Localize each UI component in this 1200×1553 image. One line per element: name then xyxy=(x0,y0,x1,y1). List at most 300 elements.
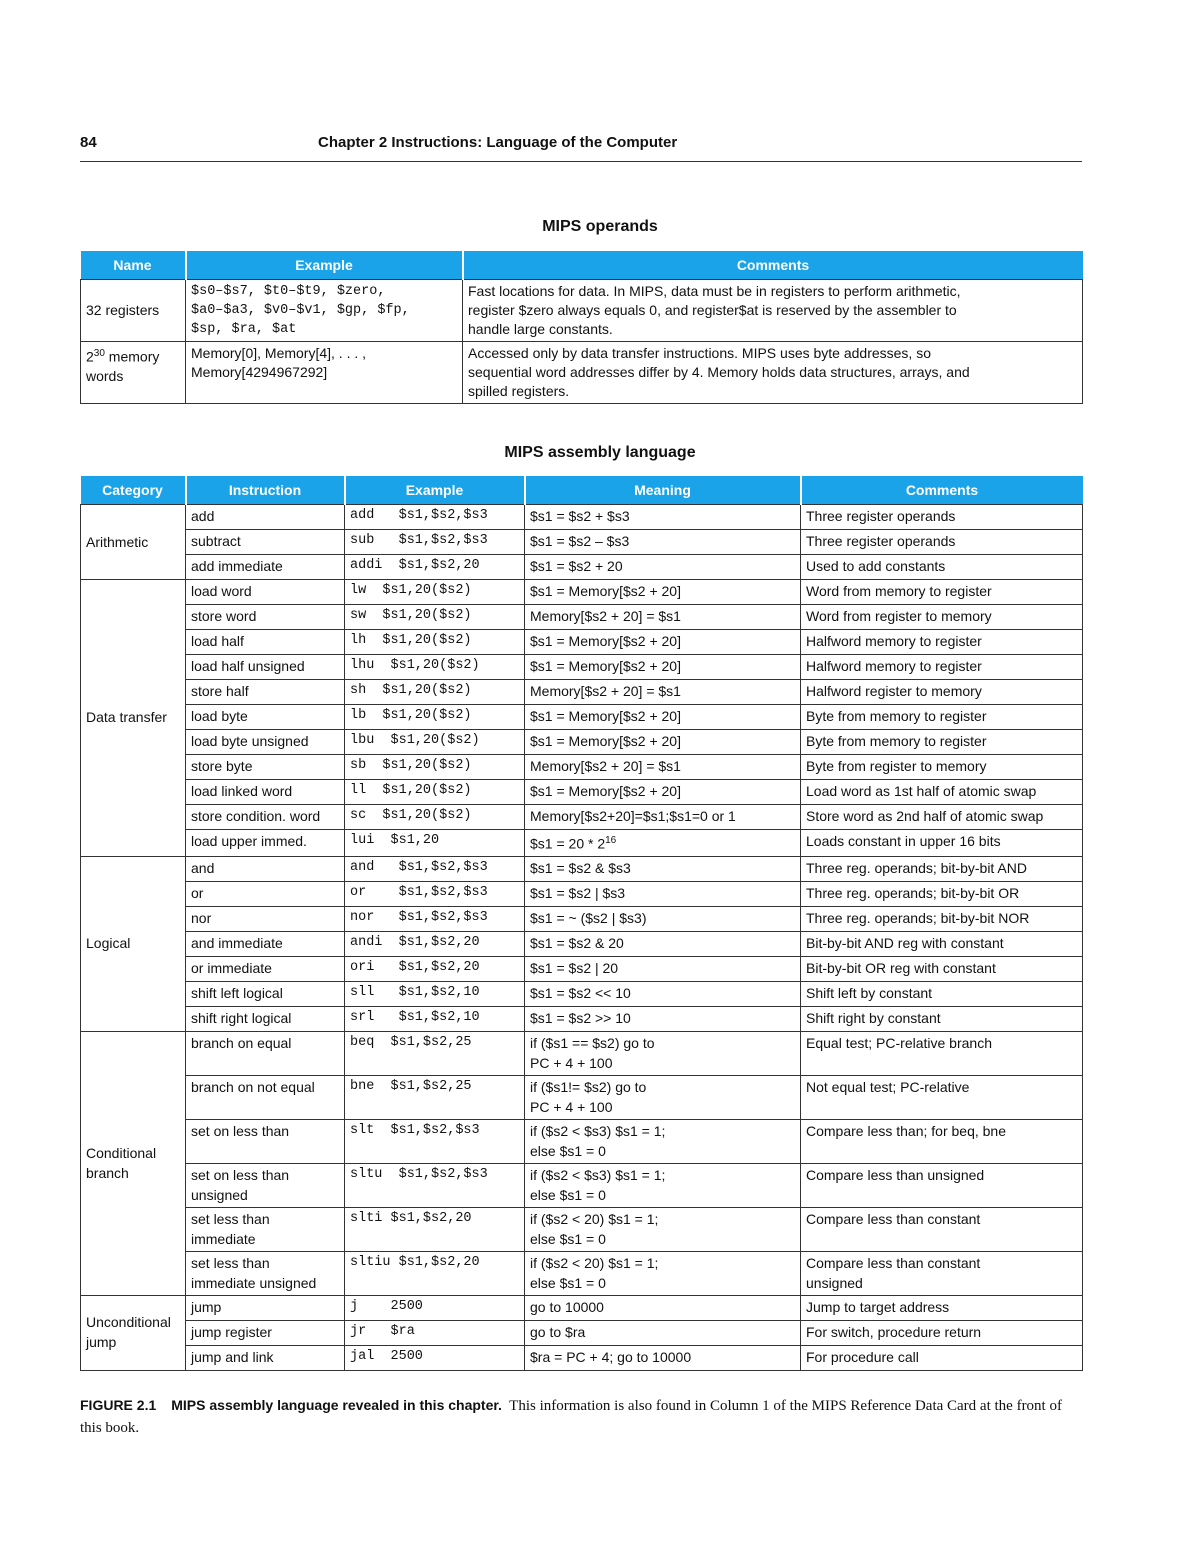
example-cell: slt $s1,$s2,$s3 xyxy=(345,1119,525,1163)
comment-cell xyxy=(801,1163,1083,1207)
instruction-row xyxy=(81,580,1083,605)
meaning-cell xyxy=(525,1075,801,1119)
example-cell: addi $s1,$s2,20 xyxy=(345,555,525,580)
meaning-cell xyxy=(525,505,801,530)
comment-cell xyxy=(801,1320,1083,1345)
instruction-cell xyxy=(186,705,345,730)
instruction-cell xyxy=(186,1119,345,1163)
instruction-text-line2: immediate xyxy=(191,1230,256,1247)
meaning-text: if ($s2 < 20) $s1 = 1; xyxy=(530,1254,659,1271)
instruction-text: load linked word xyxy=(191,783,293,799)
comment-text-line2: unsigned xyxy=(806,1274,863,1291)
meaning-text: $s1 = $s2 & 20 xyxy=(530,934,624,951)
comment-text: Halfword memory to register xyxy=(806,633,982,649)
comment-text: Byte from register to memory xyxy=(806,758,987,774)
chapter-title: Chapter 2 Instructions: Language of the Computer xyxy=(318,134,678,151)
comment-cell xyxy=(801,956,1083,981)
instruction-text: set less than xyxy=(191,1210,270,1227)
example-cell: andi $s1,$s2,20 xyxy=(345,931,525,956)
comment-cell xyxy=(801,1119,1083,1163)
comment-cell xyxy=(801,981,1083,1006)
comment-cell xyxy=(801,1251,1083,1295)
meaning-cell xyxy=(525,931,801,956)
caption-text: This information is also found in Column 1 of the MIPS Reference Data Card at the front of this book. xyxy=(80,1398,1062,1436)
instruction-text: store condition. word xyxy=(191,808,321,824)
meaning-text-line2: PC + 4 + 100 xyxy=(530,1098,613,1115)
meaning-text: $s1 = $s2 >> 10 xyxy=(530,1009,631,1026)
meaning-text: if ($s2 < 20) $s1 = 1; xyxy=(530,1210,659,1227)
comment-cell xyxy=(801,1006,1083,1031)
assembly-table-title: MIPS assembly language xyxy=(504,444,696,461)
instruction-cell xyxy=(186,1320,345,1345)
name-base: 2 xyxy=(86,348,94,365)
instruction-row xyxy=(81,555,1083,580)
meaning-cell xyxy=(525,981,801,1006)
operand-comments xyxy=(463,342,1083,404)
instruction-cell xyxy=(186,1163,345,1207)
instruction-cell xyxy=(186,931,345,956)
comment-cell xyxy=(801,906,1083,931)
comment-cell xyxy=(801,805,1083,830)
example-cell: sc $s1,20($s2) xyxy=(345,805,525,830)
meaning-cell xyxy=(525,580,801,605)
instruction-cell xyxy=(186,730,345,755)
comment-cell xyxy=(801,755,1083,780)
meaning-cell xyxy=(525,1320,801,1345)
instruction-row xyxy=(81,931,1083,956)
comment-text: Store word as 2nd half of atomic swap xyxy=(806,808,1044,824)
operands-row xyxy=(81,342,1083,404)
instruction-cell xyxy=(186,530,345,555)
caption-label: FIGURE 2.1 xyxy=(80,1397,157,1413)
comment-text: Not equal test; PC-relative xyxy=(806,1078,970,1095)
instruction-text: store half xyxy=(191,683,249,699)
meaning-text: go to 10000 xyxy=(530,1298,604,1315)
instruction-text: and xyxy=(191,859,215,876)
comment-cell xyxy=(801,780,1083,805)
meaning-text: $s1 = $s2 << 10 xyxy=(530,984,631,1001)
example-cell: lh $s1,20($s2) xyxy=(345,630,525,655)
meaning-exponent: 16 xyxy=(605,835,617,846)
example-cell: bne $s1,$s2,25 xyxy=(345,1075,525,1119)
instruction-text: store byte xyxy=(191,758,253,774)
instruction-text: set less than xyxy=(191,1254,270,1271)
instruction-text: or xyxy=(191,884,204,901)
instruction-row xyxy=(81,830,1083,857)
instruction-text: add xyxy=(191,508,215,524)
comment-text: Compare less than constant xyxy=(806,1210,981,1227)
instruction-text: load word xyxy=(191,583,252,599)
name-line2: words xyxy=(86,367,124,384)
example-cell: slti $s1,$s2,20 xyxy=(345,1207,525,1251)
assembly-col-category: Category xyxy=(81,476,186,505)
comment-text: Shift left by constant xyxy=(806,984,933,1001)
comment-cell xyxy=(801,1345,1083,1370)
meaning-base: $s1 = 20 * 2 xyxy=(530,835,606,852)
comment-text: For switch, procedure return xyxy=(806,1323,982,1340)
instruction-row xyxy=(81,956,1083,981)
meaning-text: Memory[$s2+20]=$s1;$s1=0 or 1 xyxy=(530,808,736,824)
comment-text: Three register operands xyxy=(806,533,956,549)
instruction-text-line2: unsigned xyxy=(191,1186,248,1203)
example-cell: sw $s1,20($s2) xyxy=(345,605,525,630)
example-cell: jr $ra xyxy=(345,1320,525,1345)
example-cell: beq $s1,$s2,25 xyxy=(345,1031,525,1075)
meaning-text: $s1 = Memory[$s2 + 20] xyxy=(530,633,681,649)
instruction-text: load byte unsigned xyxy=(191,733,309,749)
example-line: Memory[4294967292] xyxy=(191,364,328,380)
comment-cell xyxy=(801,630,1083,655)
category-cell: Logical xyxy=(81,856,186,1031)
running-head xyxy=(80,128,1082,162)
meaning-text: $s1 = $s2 | 20 xyxy=(530,959,619,976)
meaning-cell xyxy=(525,906,801,931)
operand-example xyxy=(186,342,463,404)
meaning-text: if ($s2 < $s3) $s1 = 1; xyxy=(530,1122,666,1139)
instruction-cell xyxy=(186,580,345,605)
instruction-cell xyxy=(186,1345,345,1370)
meaning-text: Memory[$s2 + 20] = $s1 xyxy=(530,683,681,699)
comment-text: Bit-by-bit OR reg with constant xyxy=(806,959,996,976)
comment-text: Halfword memory to register xyxy=(806,658,982,674)
instruction-cell xyxy=(186,830,345,857)
example-cell: lhu $s1,20($s2) xyxy=(345,655,525,680)
instruction-cell xyxy=(186,680,345,705)
example-cell: and $s1,$s2,$s3 xyxy=(345,856,525,881)
instruction-text: and immediate xyxy=(191,934,283,951)
operands-col-comments: Comments xyxy=(463,251,1083,280)
instruction-text: or immediate xyxy=(191,959,272,976)
instruction-text: jump register xyxy=(191,1323,272,1340)
instruction-row xyxy=(81,1119,1083,1163)
meaning-cell xyxy=(525,705,801,730)
operand-name: 32 registers xyxy=(81,280,186,342)
instruction-row xyxy=(81,1163,1083,1207)
instruction-cell xyxy=(186,1031,345,1075)
operands-col-example: Example xyxy=(186,251,463,280)
operands-header-row xyxy=(81,251,1083,280)
instruction-cell xyxy=(186,1075,345,1119)
instruction-text: branch on not equal xyxy=(191,1078,315,1095)
comment-cell xyxy=(801,931,1083,956)
meaning-text: $s1 = $s2 – $s3 xyxy=(530,533,630,549)
instruction-text: shift left logical xyxy=(191,984,283,1001)
instruction-cell xyxy=(186,655,345,680)
instruction-row xyxy=(81,680,1083,705)
instruction-text: load upper immed. xyxy=(191,833,307,849)
example-cell: sltiu $s1,$s2,20 xyxy=(345,1251,525,1295)
instruction-row xyxy=(81,856,1083,881)
instruction-cell xyxy=(186,605,345,630)
example-cell: lui $s1,20 xyxy=(345,830,525,857)
comment-text: Byte from memory to register xyxy=(806,708,987,724)
instruction-cell xyxy=(186,881,345,906)
instruction-cell xyxy=(186,805,345,830)
instruction-cell xyxy=(186,780,345,805)
meaning-cell xyxy=(525,1119,801,1163)
comment-line: Accessed only by data transfer instructions. MIPS uses byte addresses, so xyxy=(468,345,931,361)
comment-cell xyxy=(801,680,1083,705)
instruction-cell xyxy=(186,1207,345,1251)
instruction-text: branch on equal xyxy=(191,1034,292,1051)
assembly-col-example: Example xyxy=(345,476,525,505)
example-cell: or $s1,$s2,$s3 xyxy=(345,881,525,906)
example-line: $s0–$s7, $t0–$t9, $zero, xyxy=(191,284,386,299)
meaning-cell xyxy=(525,1345,801,1370)
category-cell: Data transfer xyxy=(81,580,186,857)
caption-heading: MIPS assembly language revealed in this chapter. xyxy=(171,1397,502,1413)
comment-cell xyxy=(801,1031,1083,1075)
instruction-row xyxy=(81,605,1083,630)
instruction-row xyxy=(81,705,1083,730)
meaning-cell xyxy=(525,655,801,680)
meaning-cell xyxy=(525,1031,801,1075)
instruction-text: store word xyxy=(191,608,257,624)
assembly-header-row xyxy=(81,476,1083,505)
instruction-cell xyxy=(186,1295,345,1320)
instruction-text: shift right logical xyxy=(191,1009,292,1026)
example-cell: lbu $s1,20($s2) xyxy=(345,730,525,755)
meaning-cell xyxy=(525,630,801,655)
example-cell: sll $s1,$s2,10 xyxy=(345,981,525,1006)
example-line: $sp, $ra, $at xyxy=(191,322,297,337)
comment-text: Halfword register to memory xyxy=(806,683,982,699)
instruction-row xyxy=(81,505,1083,530)
meaning-cell xyxy=(525,1207,801,1251)
meaning-cell xyxy=(525,1006,801,1031)
meaning-text-line2: else $s1 = 0 xyxy=(530,1186,606,1203)
example-cell: add $s1,$s2,$s3 xyxy=(345,505,525,530)
meaning-text: $s1 = Memory[$s2 + 20] xyxy=(530,708,681,724)
instruction-row xyxy=(81,805,1083,830)
instruction-text: load half xyxy=(191,633,244,649)
comment-line: sequential word addresses differ by 4. Memory holds data structures, arrays, and xyxy=(468,364,970,380)
instruction-cell xyxy=(186,956,345,981)
instruction-text: load byte xyxy=(191,708,248,724)
meaning-cell xyxy=(525,805,801,830)
example-cell: jal 2500 xyxy=(345,1345,525,1370)
meaning-text-line2: PC + 4 + 100 xyxy=(530,1054,613,1071)
comment-line: register $zero always equals 0, and register$at is reserved by the assembler to xyxy=(468,302,957,318)
assembly-col-comments: Comments xyxy=(801,476,1083,505)
comment-cell xyxy=(801,605,1083,630)
comment-cell xyxy=(801,1075,1083,1119)
comment-text: Word from register to memory xyxy=(806,608,992,624)
instruction-text-line2: immediate unsigned xyxy=(191,1274,317,1291)
comment-line: spilled registers. xyxy=(468,383,570,399)
operand-example xyxy=(186,280,463,342)
instruction-row xyxy=(81,1207,1083,1251)
operands-row xyxy=(81,280,1083,342)
meaning-text: $s1 = Memory[$s2 + 20] xyxy=(530,583,681,599)
meaning-text: $s1 = Memory[$s2 + 20] xyxy=(530,733,681,749)
meaning-cell xyxy=(525,530,801,555)
meaning-cell xyxy=(525,780,801,805)
example-cell: sh $s1,20($s2) xyxy=(345,680,525,705)
meaning-cell xyxy=(525,730,801,755)
figure-caption xyxy=(80,1394,1082,1439)
instruction-cell xyxy=(186,755,345,780)
comment-text: Three reg. operands; bit-by-bit AND xyxy=(806,859,1027,876)
comment-cell xyxy=(801,1207,1083,1251)
comment-text: Shift right by constant xyxy=(806,1009,941,1026)
meaning-text: Memory[$s2 + 20] = $s1 xyxy=(530,758,681,774)
comment-text: Load word as 1st half of atomic swap xyxy=(806,783,1037,799)
instruction-row xyxy=(81,655,1083,680)
example-cell: lw $s1,20($s2) xyxy=(345,580,525,605)
meaning-cell xyxy=(525,680,801,705)
comment-cell xyxy=(801,555,1083,580)
assembly-col-meaning: Meaning xyxy=(525,476,801,505)
meaning-text: if ($s1 == $s2) go to xyxy=(530,1034,655,1051)
comment-cell xyxy=(801,830,1083,857)
instruction-cell xyxy=(186,906,345,931)
meaning-text: $s1 = $s2 + $s3 xyxy=(530,508,630,524)
category-cell: Arithmetic xyxy=(81,505,186,580)
instruction-text: nor xyxy=(191,909,212,926)
meaning-text: if ($s1!= $s2) go to xyxy=(530,1078,647,1095)
instruction-cell xyxy=(186,981,345,1006)
instruction-cell xyxy=(186,630,345,655)
instruction-row xyxy=(81,1006,1083,1031)
instruction-cell xyxy=(186,856,345,881)
example-cell: ll $s1,20($s2) xyxy=(345,780,525,805)
meaning-text: $s1 = $s2 + 20 xyxy=(530,558,623,574)
comment-text: Used to add constants xyxy=(806,558,946,574)
comment-text: Loads constant in upper 16 bits xyxy=(806,833,1001,849)
meaning-cell xyxy=(525,856,801,881)
category-cell: Conditional branch xyxy=(81,1031,186,1295)
meaning-text-line2: else $s1 = 0 xyxy=(530,1142,606,1159)
comment-text: Three reg. operands; bit-by-bit OR xyxy=(806,884,1020,901)
instruction-row xyxy=(81,755,1083,780)
assembly-table xyxy=(80,476,1083,1371)
comment-text: Three reg. operands; bit-by-bit NOR xyxy=(806,909,1030,926)
meaning-text: $s1 = Memory[$s2 + 20] xyxy=(530,658,681,674)
instruction-cell xyxy=(186,505,345,530)
instruction-text: subtract xyxy=(191,533,241,549)
instruction-row xyxy=(81,906,1083,931)
comment-cell xyxy=(801,881,1083,906)
operand-comments xyxy=(463,280,1083,342)
operand-name xyxy=(81,342,186,404)
instruction-text: jump xyxy=(191,1298,222,1315)
meaning-text: $ra = PC + 4; go to 10000 xyxy=(530,1348,692,1365)
meaning-cell xyxy=(525,956,801,981)
meaning-text: $s1 = $s2 | $s3 xyxy=(530,884,626,901)
comment-text: Compare less than constant xyxy=(806,1254,981,1271)
comment-text: Bit-by-bit AND reg with constant xyxy=(806,934,1004,951)
meaning-cell xyxy=(525,1251,801,1295)
meaning-text: go to $ra xyxy=(530,1323,586,1340)
comment-cell xyxy=(801,505,1083,530)
instruction-row xyxy=(81,730,1083,755)
instruction-row xyxy=(81,1295,1083,1320)
instruction-row xyxy=(81,1320,1083,1345)
example-cell: srl $s1,$s2,10 xyxy=(345,1006,525,1031)
comment-text: For procedure call xyxy=(806,1348,919,1365)
meaning-text: $s1 = ~ ($s2 | $s3) xyxy=(530,909,647,926)
instruction-row xyxy=(81,530,1083,555)
comment-cell xyxy=(801,856,1083,881)
example-cell: sb $s1,20($s2) xyxy=(345,755,525,780)
comment-cell xyxy=(801,580,1083,605)
operands-table-title: MIPS operands xyxy=(542,218,658,235)
instruction-row xyxy=(81,1345,1083,1370)
comment-cell xyxy=(801,1295,1083,1320)
comment-text: Jump to target address xyxy=(806,1298,950,1315)
meaning-cell xyxy=(525,1163,801,1207)
name-rest: memory xyxy=(104,348,160,365)
meaning-cell xyxy=(525,755,801,780)
operands-col-name: Name xyxy=(81,251,186,280)
instruction-text: set on less than xyxy=(191,1166,290,1183)
comment-cell xyxy=(801,730,1083,755)
comment-text: Compare less than unsigned xyxy=(806,1166,985,1183)
instruction-row xyxy=(81,981,1083,1006)
comment-line: handle large constants. xyxy=(468,321,613,337)
example-line: Memory[0], Memory[4], . . . , xyxy=(191,345,367,361)
assembly-col-instruction: Instruction xyxy=(186,476,345,505)
example-cell: lb $s1,20($s2) xyxy=(345,705,525,730)
comment-cell xyxy=(801,705,1083,730)
comment-text: Byte from memory to register xyxy=(806,733,987,749)
comment-text: Equal test; PC-relative branch xyxy=(806,1034,992,1051)
meaning-text: if ($s2 < $s3) $s1 = 1; xyxy=(530,1166,666,1183)
instruction-row xyxy=(81,1251,1083,1295)
instruction-cell xyxy=(186,1251,345,1295)
comment-text: Three register operands xyxy=(806,508,956,524)
meaning-cell xyxy=(525,830,801,857)
instruction-row xyxy=(81,630,1083,655)
meaning-text-line2: else $s1 = 0 xyxy=(530,1274,606,1291)
example-cell: sub $s1,$s2,$s3 xyxy=(345,530,525,555)
instruction-row xyxy=(81,881,1083,906)
instruction-cell xyxy=(186,1006,345,1031)
comment-cell xyxy=(801,655,1083,680)
instruction-row xyxy=(81,780,1083,805)
example-cell: sltu $s1,$s2,$s3 xyxy=(345,1163,525,1207)
instruction-text: jump and link xyxy=(191,1348,274,1365)
instruction-text: add immediate xyxy=(191,558,283,574)
meaning-text: Memory[$s2 + 20] = $s1 xyxy=(530,608,681,624)
instruction-text: load half unsigned xyxy=(191,658,305,674)
meaning-cell xyxy=(525,881,801,906)
example-cell: j 2500 xyxy=(345,1295,525,1320)
example-cell: ori $s1,$s2,20 xyxy=(345,956,525,981)
meaning-cell xyxy=(525,555,801,580)
instruction-row xyxy=(81,1075,1083,1119)
meaning-text-line2: else $s1 = 0 xyxy=(530,1230,606,1247)
instruction-text: set on less than xyxy=(191,1122,290,1139)
name-exponent: 30 xyxy=(93,348,105,359)
instruction-cell xyxy=(186,555,345,580)
meaning-cell xyxy=(525,1295,801,1320)
meaning-cell xyxy=(525,605,801,630)
page-number: 84 xyxy=(80,134,97,151)
category-cell: Unconditional jump xyxy=(81,1295,186,1370)
comment-line: Fast locations for data. In MIPS, data must be in registers to perform arithmetic, xyxy=(468,283,961,299)
example-cell: nor $s1,$s2,$s3 xyxy=(345,906,525,931)
meaning-text: $s1 = Memory[$s2 + 20] xyxy=(530,783,681,799)
meaning-text: $s1 = $s2 & $s3 xyxy=(530,859,631,876)
operands-table xyxy=(80,251,1083,404)
instruction-row xyxy=(81,1031,1083,1075)
comment-text: Compare less than; for beq, bne xyxy=(806,1122,1007,1139)
example-line: $a0–$a3, $v0–$v1, $gp, $fp, xyxy=(191,303,410,318)
comment-text: Word from memory to register xyxy=(806,583,992,599)
comment-cell xyxy=(801,530,1083,555)
